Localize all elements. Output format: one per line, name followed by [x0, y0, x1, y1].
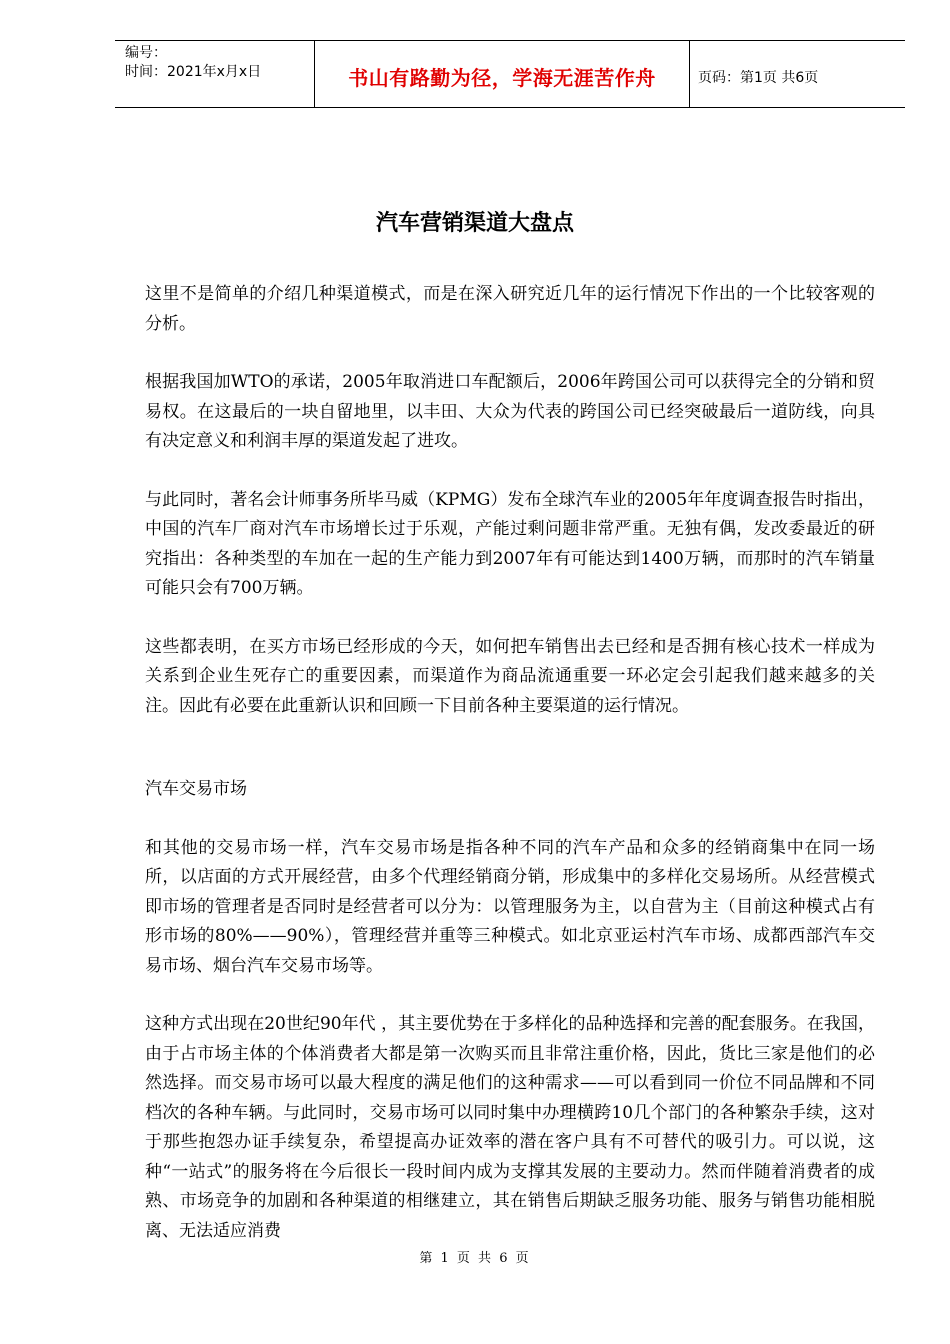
page-header	[115, 40, 905, 108]
page-footer: 第 1 页 共 6 页	[419, 1251, 531, 1266]
document-title: 汽车营销渠道大盘点	[375, 211, 574, 236]
section-heading: 汽车交易市场	[145, 779, 247, 799]
header-motto: 书山有路勤为径，学海无涯苦作舟	[315, 41, 690, 107]
paragraph: 与此同时，著名会计师事务所毕马威（KPMG）发布全球汽车业的2005年年度调查报告时指出，中国的汽车厂商对汽车市场增长过于乐观，产能过剩问题非常严重。无独有偶，发改委最近的研究指出：各种类型的车加在一起的生产能力到2007年有可能达到1400万辆，而那时的汽车销量可能只会有700万辆。	[145, 489, 875, 598]
document-body	[145, 280, 875, 1275]
paragraph: 根据我国加WTO的承诺，2005年取消进口车配额后，2006年跨国公司可以获得完全的分销和贸易权。在这最后的一块自留地里，以丰田、大众为代表的跨国公司已经突破最后一道防线，向具有决定意义和利润丰厚的渠道发起了进攻。	[145, 372, 875, 451]
header-page-info: 页码：第1页 共6页	[698, 70, 819, 86]
paragraph: 这种方式出现在20世纪90年代 ，其主要优势在于多样化的品种选择和完善的配套服务。在我国，由于占市场主体的个体消费者大都是第一次购买而且非常注重价格，因此，货比三家是他们的必然选择。而交易市场可以最大程度的满足他们的这种需求——可以看到同一价位不同品牌和不同档次的各种车辆。与此同时，交易市场可以同时集中办理横跨10几个部门的各种繁杂手续，这对于那些抱怨办证手续复杂，希望提高办证效率的潜在客户具有不可替代的吸引力。可以说，这种“一站式”的服务将在今后很长一段时间内成为支撑其发展的主要动力。然而伴随着消费者的成熟、市场竞争的加剧和各种渠道的相继建立，其在销售后期缺乏服务功能、服务与销售功能相脱离、无法适应消费	[145, 1014, 875, 1241]
time-label: 时间：2021年x月x日	[125, 64, 262, 80]
code-label: 编号：	[125, 45, 167, 61]
header-meta	[115, 41, 315, 107]
paragraph: 和其他的交易市场一样，汽车交易市场是指各种不同的汽车产品和众多的经销商集中在同一场所，以店面的方式开展经营，由多个代理经销商分销，形成集中的多样化交易场所。从经营模式即市场的管理者是否同时是经营者可以分为：以管理服务为主，以自营为主（目前这种模式占有形市场的80%——90%），管理经营并重等三种模式。如北京亚运村汽车市场、成都西部汽车交易市场、烟台汽车交易市场等。	[145, 837, 875, 976]
paragraph: 这些都表明，在买方市场已经形成的今天，如何把车销售出去已经和是否拥有核心技术一样成为关系到企业生死存亡的重要因素，而渠道作为商品流通重要一环必定会引起我们越来越多的关注。因此有必要在此重新认识和回顾一下目前各种主要渠道的运行情况。	[145, 636, 875, 716]
paragraph: 这里不是简单的介绍几种渠道模式，而是在深入研究近几年的运行情况下作出的一个比较客观的分析。	[145, 284, 875, 334]
